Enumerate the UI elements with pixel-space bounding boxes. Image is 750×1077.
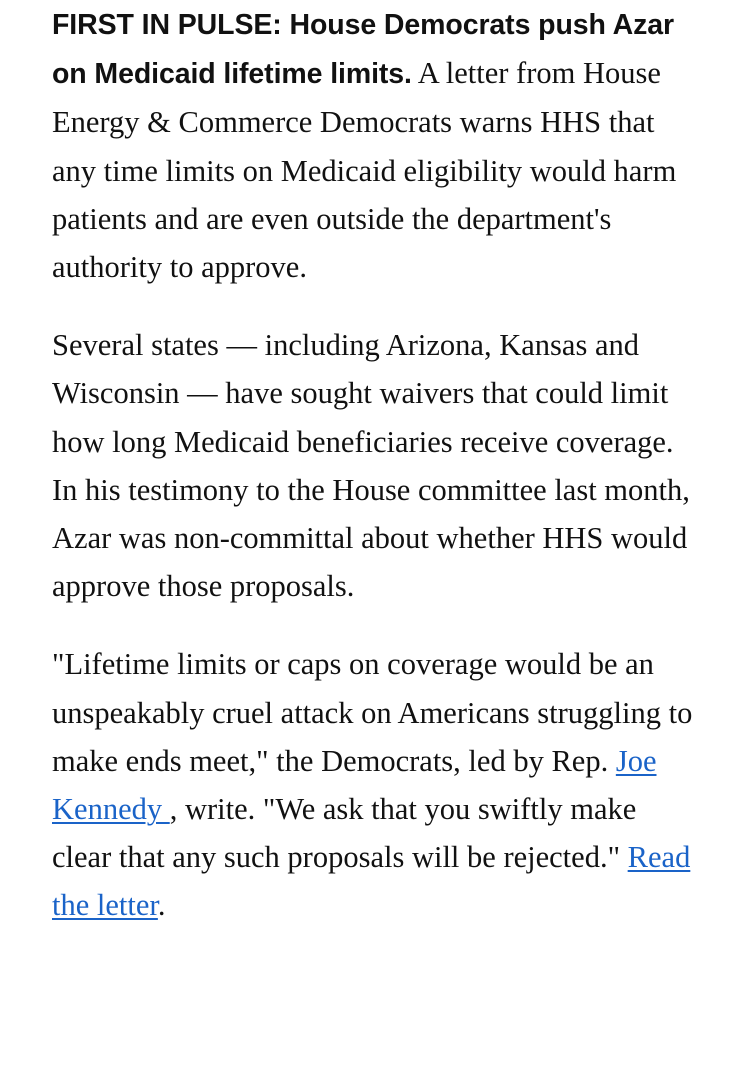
paragraph-3 xyxy=(52,640,702,929)
paragraph-3-text-before-link: "Lifetime limits or caps on coverage would be an unspeakably cruel attack on Americans struggling to make ends meet," the Democrats, led by Rep. xyxy=(52,647,693,778)
paragraph-1 xyxy=(52,0,702,291)
paragraph-3-text-middle: , write. "We ask that you swiftly make clear that any such proposals will be rejected." xyxy=(52,792,637,875)
read-the-letter-link[interactable]: Read the letter xyxy=(52,840,691,923)
article-body xyxy=(52,0,702,930)
paragraph-1-text: A letter from House Energy & Commerce Democrats warns HHS that any time limits on Medicaid eligibility would harm patients and are even outside the department's authority to approve. xyxy=(52,56,677,285)
paragraph-3-text-end: . xyxy=(157,888,166,923)
paragraph-2 xyxy=(52,321,702,610)
paragraph-2-text: Several states — including Arizona, Kansas and Wisconsin — have sought waivers that could limit how long Medicaid beneficiaries receive coverage. In his testimony to the House committee last month, Azar was non-committal about whether HHS would approve those proposals. xyxy=(52,328,690,604)
joe-kennedy-link[interactable]: Joe Kennedy xyxy=(52,743,657,827)
lead-headline: FIRST IN PULSE: House Democrats push Azar on Medicaid lifetime limits. xyxy=(52,9,674,91)
